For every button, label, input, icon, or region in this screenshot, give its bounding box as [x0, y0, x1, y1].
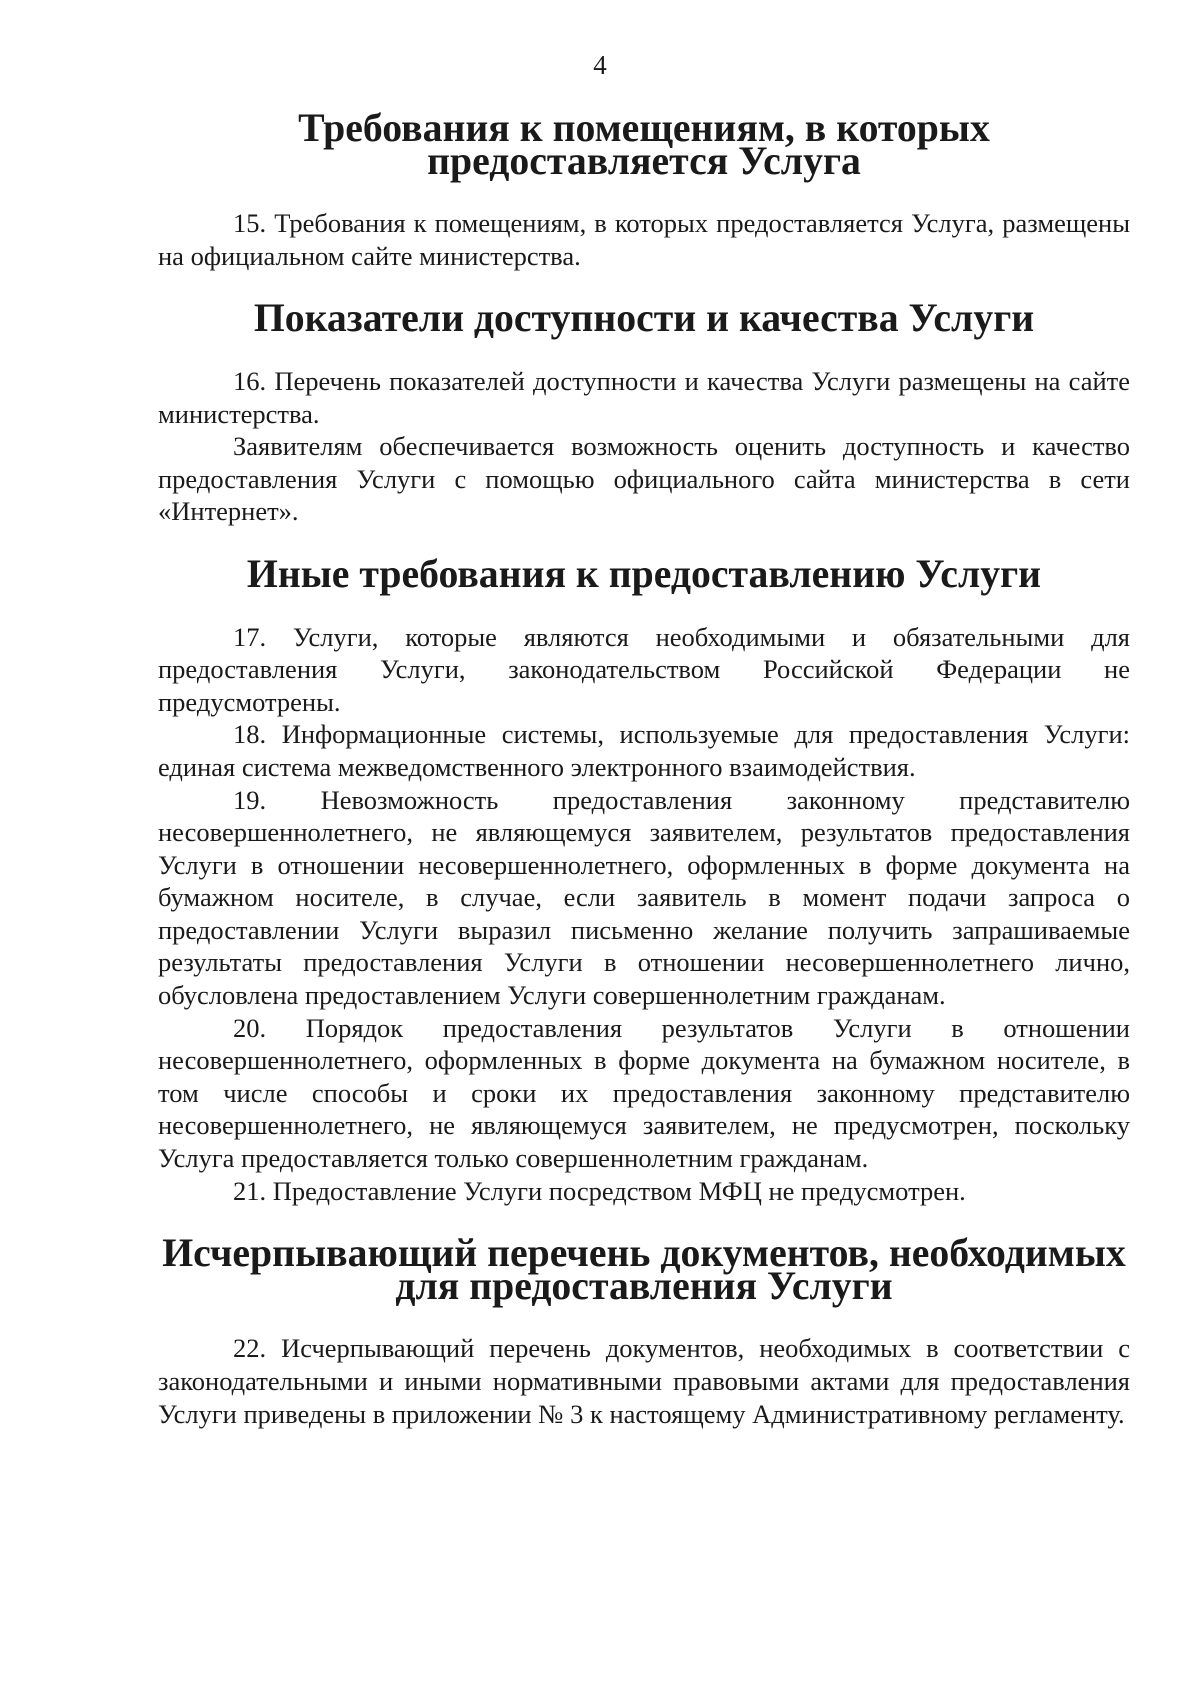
section-heading: Требования к помещениям, в которых предоставляется Услуга: [298, 106, 990, 183]
paragraph: Заявителям обеспечивается возможность оценить доступность и качество предоставления Услуги с помощью официального сайта министерства в сети «Интернет».: [158, 431, 1130, 527]
section-documents-list: [158, 1231, 1130, 1430]
page-number: 4: [593, 50, 607, 80]
paragraph: 20. Порядок предоставления результатов Услуги в отношении несовершеннолетнего, оформленных в форме документа на бумажном носителе, в том числе способы и сроки их предоставления законному представителю несовершеннолетнего, не являющемуся заявителем, не предусмотрен, поскольку Услуга предоставляется только совершеннолетним гражданам.: [158, 1012, 1130, 1174]
paragraph: 18. Информационные системы, используемые для предоставления Услуги: единая система межведомственного электронного взаимодействия.: [158, 719, 1130, 782]
document-body: [158, 106, 1130, 1430]
paragraph: 15. Требования к помещениям, в которых предоставляется Услуга, размещены на официальном сайте министерства.: [158, 208, 1130, 271]
section-premises-requirements: [158, 106, 1130, 272]
section-other-requirements: [158, 551, 1130, 1207]
paragraph: 19. Невозможность предоставления законному представителю несовершеннолетнего, не являющемуся заявителем, результатов предоставления Услуги в отношении несовершеннолетнего, оформленных в форме документа на бумажном носителе, в случае, если заявитель в момент подачи запроса о предоставлении Услуги выразил письменно желание получить запрашиваемые результаты предоставления Услуги в отношении несовершеннолетнего лично, обусловлена предоставлением Услуги совершеннолетним гражданам.: [158, 784, 1130, 1011]
paragraph: 17. Услуги, которые являются необходимыми и обязательными для предоставления Услуги, законодательством Российской Федерации не предусмотрены.: [158, 621, 1130, 717]
paragraph: 21. Предоставление Услуги посредством МФЦ не предусмотрен.: [233, 1175, 966, 1206]
section-heading: Иные требования к предоставлению Услуги: [246, 551, 1042, 596]
paragraph: 16. Перечень показателей доступности и качества Услуги размещены на сайте министерства.: [158, 365, 1130, 429]
section-accessibility-quality: [158, 296, 1130, 528]
paragraph: 22. Исчерпывающий перечень документов, необходимых в соответствии с законодательными и иными нормативными правовыми актами для предоставления Услуги приведены в приложении № 3 к настоящему Административному регламенту.: [158, 1333, 1130, 1429]
section-heading: Показатели доступности и качества Услуги: [253, 296, 1035, 341]
section-heading: Исчерпывающий перечень документов, необходимых для предоставления Услуги: [162, 1231, 1126, 1308]
